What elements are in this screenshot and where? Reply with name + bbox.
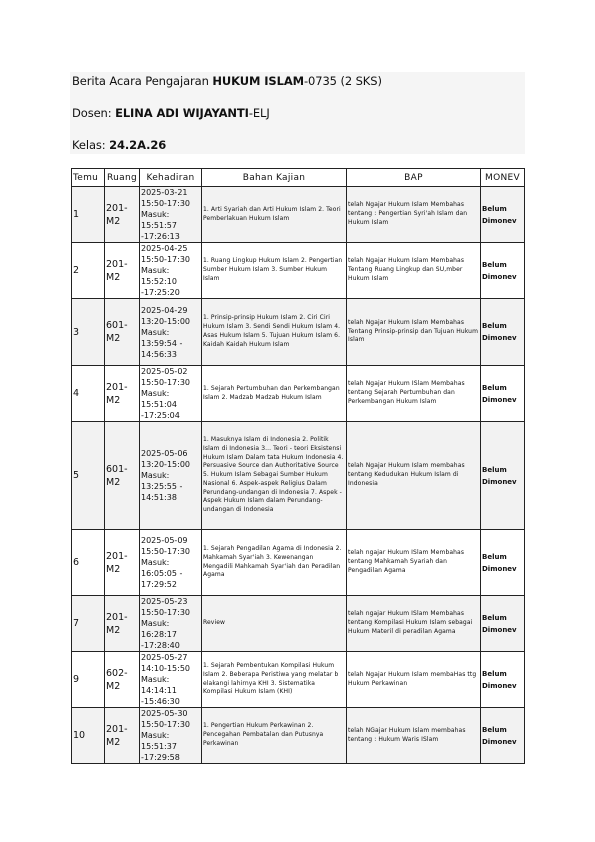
check-out-time: -17:26:13 [141, 232, 180, 241]
session-date: 2025-05-06 [141, 449, 188, 458]
check-in-time: Masuk: 14:14:11 [141, 675, 177, 695]
check-out-time: -17:28:40 [141, 641, 180, 650]
cell-bap: telah Ngajar Hukum Islam membahas tentang Kedudukan Hukum Islam di Indonesia [347, 422, 481, 530]
session-time: 14:10-15:50 [141, 664, 190, 673]
document-header [70, 72, 525, 154]
cell-monev: Belum Dimonev [481, 652, 525, 708]
table-row [72, 652, 525, 708]
cell-bahan-kajian: Review [202, 596, 347, 652]
cell-bap: telah Ngajar Hukum ISlam Membahas tentang Sejarah Pertumbuhan dan Perkembangan Hukum Islam [347, 366, 481, 422]
check-in-time: Masuk: 13:59:54 - [141, 327, 183, 348]
session-date: 2025-04-29 [141, 305, 188, 315]
cell-kehadiran [140, 299, 202, 366]
check-in-time: Masuk: 16:28:17 [141, 619, 177, 639]
cell-ruang: 201-M2 [105, 243, 140, 299]
check-in-time: Masuk: 13:25:55 - [141, 471, 183, 491]
class-line [72, 138, 166, 152]
cell-bap: telah ngajar Hukum ISlam Membahas tentang Kompilasi Hukum Islam sebagai Hukum Materil di peradilan Agama [347, 596, 481, 652]
session-time: 15:50-17:30 [141, 608, 190, 617]
cell-temu: 7 [72, 596, 105, 652]
cell-bahan-kajian: 1. Sejarah Pertumbuhan dan Perkembangan Islam 2. Madzab Madzab Hukum Islam [202, 366, 347, 422]
session-date: 2025-03-21 [141, 188, 188, 197]
check-out-time: 14:56:33 [141, 349, 177, 359]
cell-bahan-kajian: 1. Sejarah Pembentukan Kompilasi Hukum Islam 2. Beberapa Peristiwa yang melatar b elakangi lahirnya KHI 3. Sistematika Kompilasi Hukum Islam (KHI) [202, 652, 347, 708]
check-in-time: Masuk: 15:51:57 [141, 210, 177, 230]
cell-monev: Belum Dimonev [481, 299, 525, 366]
session-date: 2025-05-02 [141, 367, 188, 376]
cell-temu: 2 [72, 243, 105, 299]
cell-ruang: 601-M2 [105, 422, 140, 530]
cell-monev: Belum Dimonev [481, 422, 525, 530]
check-out-time: 16:05:05 - 17:29:52 [141, 569, 183, 589]
lecturer-line [72, 106, 270, 120]
cell-ruang: 201-M2 [105, 366, 140, 422]
session-time: 13:20-15:00 [141, 460, 190, 469]
check-out-time: -17:25:04 [141, 411, 180, 420]
cell-monev: Belum Dimonev [481, 243, 525, 299]
session-date: 2025-05-23 [141, 597, 188, 606]
cell-temu: 5 [72, 422, 105, 530]
cell-kehadiran [140, 652, 202, 708]
session-time: 15:50-17:30 [141, 255, 190, 264]
column-header-monev: MONEV [481, 169, 525, 187]
cell-bap: telah Ngajar Hukum Islam Membahas Tentang Ruang Lingkup dan SU,mber Hukum Islam [347, 243, 481, 299]
cell-bap: telah NGajar Hukum Islam membahas tentang : Hukum Waris ISlam [347, 708, 481, 764]
cell-temu: 6 [72, 530, 105, 596]
session-date: 2025-04-25 [141, 244, 188, 253]
cell-kehadiran [140, 422, 202, 530]
cell-kehadiran [140, 596, 202, 652]
session-time: 15:50-17:30 [141, 378, 190, 387]
session-time: 13:20-15:00 [141, 316, 190, 326]
cell-monev: Belum Dimonev [481, 530, 525, 596]
session-date: 2025-05-27 [141, 653, 188, 662]
cell-monev: Belum Dimonev [481, 366, 525, 422]
cell-kehadiran [140, 366, 202, 422]
course-code: -0735 (2 SKS) [303, 74, 382, 88]
table-row [72, 243, 525, 299]
check-out-time: -17:25:20 [141, 288, 180, 297]
check-out-time: 14:51:38 [141, 493, 177, 502]
cell-monev: Belum Dimonev [481, 596, 525, 652]
column-header-bahan-kajian: Bahan Kajian [202, 169, 347, 187]
cell-bap: telah ngajar Hukum ISlam Membahas tentang Mahkamah Syariah dan Pengadilan Agama [347, 530, 481, 596]
cell-bahan-kajian: 1. Pengertian Hukum Perkawinan 2. Pencegahan Pembatalan dan Putusnya Perkawinan [202, 708, 347, 764]
lecturer-label: Dosen: [72, 106, 116, 120]
cell-kehadiran [140, 187, 202, 243]
cell-kehadiran [140, 530, 202, 596]
cell-bahan-kajian: 1. Masuknya Islam di Indonesia 2. Politik Islam di Indonesia 3... Teori - teori Eksistensi Hukum Islam Dalam tata Hukum Indonesia 4. Persuasive Source dan Authoritative Source 5. Hukum Islam Sebagai Sumber Hukum Nasional 6. Aspek-aspek Religius Dalam Perundang-undangan di Indonesia 7. Aspek - Aspek Hukum Islam dalam Perundang-undangan di Indonesia [202, 422, 347, 530]
course-name: HUKUM ISLAM [212, 74, 304, 88]
cell-bahan-kajian: 1. Arti Syariah dan Arti Hukum Islam 2. Teori Pemberlakuan Hukum Islam [202, 187, 347, 243]
class-label: Kelas: [72, 138, 110, 152]
cell-monev: Belum Dimonev [481, 187, 525, 243]
check-out-time: -17:29:58 [141, 753, 180, 762]
session-time: 15:50-17:30 [141, 720, 190, 729]
cell-bahan-kajian: 1. Prinsip-prinsip Hukum Islam 2. Ciri Ciri Hukum Islam 3. Sendi Sendi Hukum Islam 4. Asas Hukum Islam 5. Tujuan Hukum Islam 6. Kaidah Kaidah Hukum Islam [202, 299, 347, 366]
column-header-kehadiran: Kehadiran [140, 169, 202, 187]
cell-bahan-kajian: 1. Ruang Lingkup Hukum Islam 2. Pengertian Sumber Hukum Islam 3. Sumber Hukum Islam [202, 243, 347, 299]
session-time: 15:50-17:30 [141, 547, 190, 556]
table-header-row [72, 169, 525, 187]
table-row [72, 530, 525, 596]
class-value: 24.2A.26 [109, 138, 167, 152]
cell-kehadiran [140, 243, 202, 299]
cell-ruang: 201-M2 [105, 530, 140, 596]
cell-ruang: 601-M2 [105, 299, 140, 366]
table-row [72, 422, 525, 530]
table-row [72, 366, 525, 422]
cell-ruang: 602-M2 [105, 652, 140, 708]
lecturer-code: -ELJ [248, 106, 270, 120]
check-in-time: Masuk: 15:52:10 [141, 266, 177, 286]
cell-temu: 4 [72, 366, 105, 422]
column-header-ruang: Ruang [105, 169, 140, 187]
cell-bap: telah Ngajar Hukum Islam Membahas tentang : Pengertian Syri'ah Islam dan Hukum Islam [347, 187, 481, 243]
lecturer-name: ELINA ADI WIJAYANTI [115, 106, 249, 120]
cell-ruang: 201-M2 [105, 596, 140, 652]
teaching-report-table [71, 168, 525, 764]
check-out-time: -15:46:30 [141, 697, 180, 706]
cell-ruang: 201-M2 [105, 708, 140, 764]
cell-bahan-kajian: 1. Sejarah Pengadilan Agama di Indonesia 2. Mahkamah Syar'iah 3. Kewenangan Mengadili Mahkamah Syar'iah dan Peradilan Agama [202, 530, 347, 596]
cell-bap: telah Ngajar Hukum Islam membaHas ttg Hukum Perkawinan [347, 652, 481, 708]
table-row [72, 299, 525, 366]
session-time: 15:50-17:30 [141, 199, 190, 208]
cell-kehadiran [140, 708, 202, 764]
course-title-line [72, 74, 382, 88]
cell-temu: 1 [72, 187, 105, 243]
column-header-bap: BAP [347, 169, 481, 187]
cell-temu: 10 [72, 708, 105, 764]
table-row [72, 187, 525, 243]
session-date: 2025-05-09 [141, 536, 188, 545]
cell-monev: Belum Dimonev [481, 708, 525, 764]
cell-bap: telah Ngajar Hukum Islam Membahas Tentang Prinsip-prinsip dan Tujuan Hukum Islam [347, 299, 481, 366]
title-prefix: Berita Acara Pengajaran [72, 74, 213, 88]
session-date: 2025-05-30 [141, 709, 188, 718]
check-in-time: Masuk: 15:51:04 [141, 389, 177, 409]
cell-temu: 9 [72, 652, 105, 708]
table-row [72, 708, 525, 764]
check-in-time: Masuk: 15:51:37 [141, 731, 177, 751]
cell-temu: 3 [72, 299, 105, 366]
table-row [72, 596, 525, 652]
check-in-time: Masuk: [141, 558, 170, 567]
column-header-temu: Temu [72, 169, 105, 187]
cell-ruang: 201-M2 [105, 187, 140, 243]
